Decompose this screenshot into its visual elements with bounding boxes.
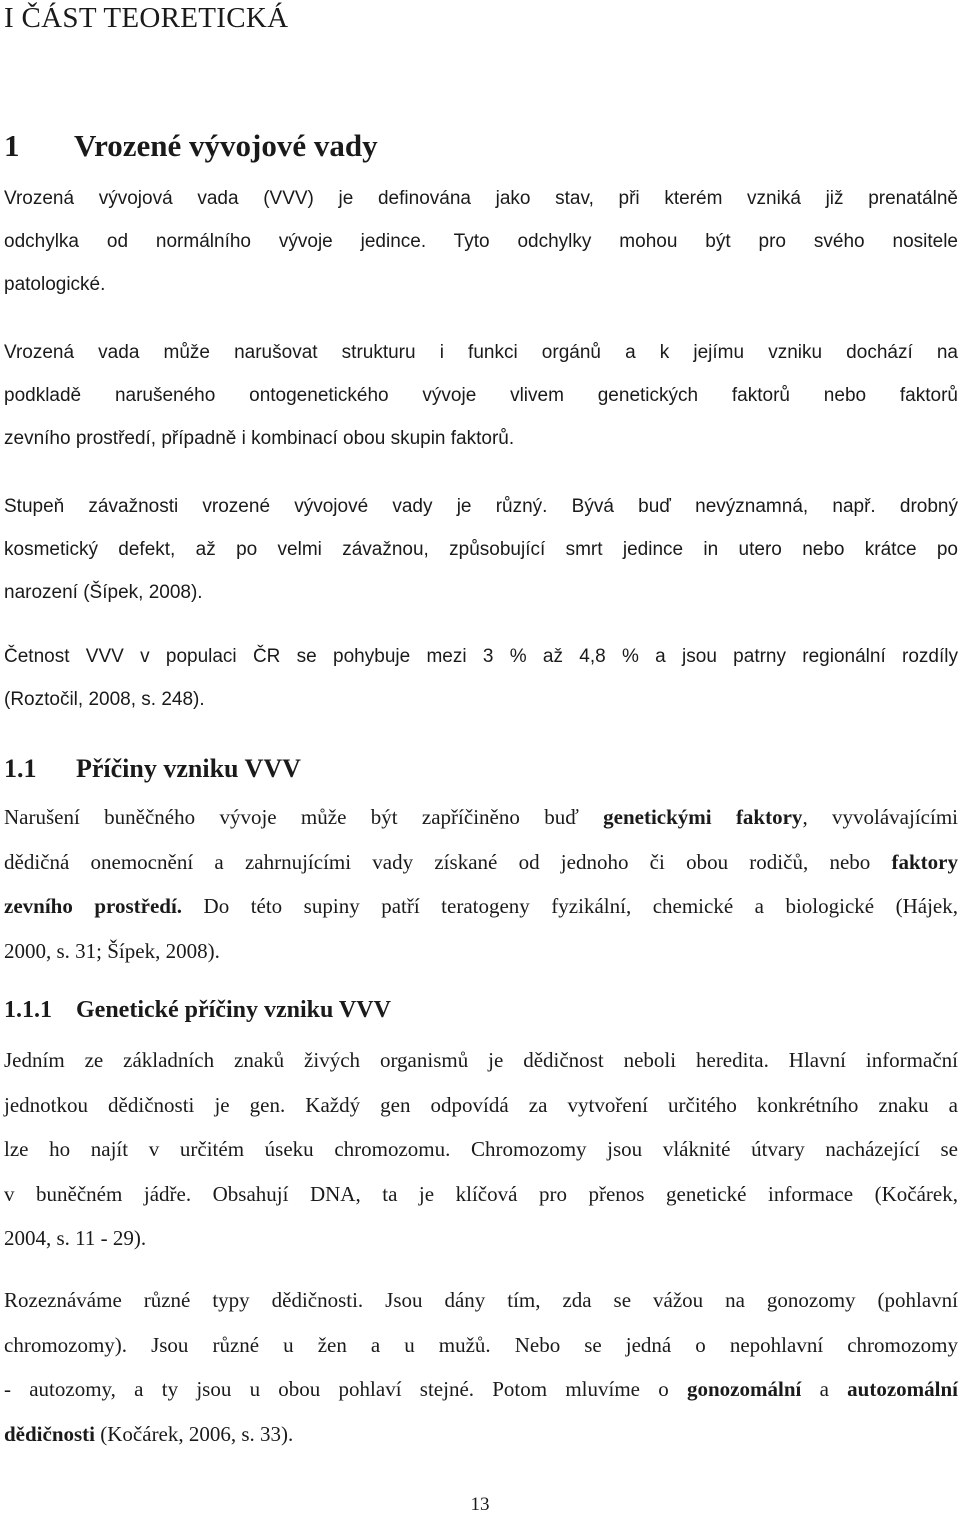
paragraph-frequency <box>4 636 958 722</box>
paragraph-line: v buněčném jádře. Obsahují DNA, ta je klíčová pro přenos genetické informace (Kočárek, <box>4 1181 958 1206</box>
part-title: I ČÁST TEORETICKÁ <box>4 2 289 34</box>
paragraph-line <box>4 795 958 840</box>
paragraph-line: Jedním ze základních znaků živých organismů je dědičnost neboli heredita. Hlavní informační <box>4 1048 958 1072</box>
paragraph-line: podkladě narušeného ontogenetického vývoje vlivem genetických faktorů nebo faktorů <box>4 384 958 406</box>
text-run: , vyvolávajícími <box>802 805 958 829</box>
paragraph-heredity <box>4 1038 958 1261</box>
paragraph-line <box>4 1367 958 1412</box>
paragraph-line: (Roztočil, 2008, s. 248). <box>4 688 205 710</box>
paragraph-line: 2000, s. 31; Šípek, 2008). <box>4 938 220 963</box>
bold-term: faktory <box>891 849 958 874</box>
paragraph-line: Vrozená vývojová vada (VVV) je definována jako stav, při kterém vzniká již prenatálně <box>4 188 958 209</box>
paragraph-line <box>4 884 958 929</box>
text-run: (Kočárek, 2006, s. 33). <box>95 1421 294 1446</box>
bold-term: gonozomální <box>687 1377 802 1402</box>
text-run: a <box>801 1377 848 1402</box>
paragraph-line: zevního prostředí, případně i kombinací obou skupin faktorů. <box>4 427 515 449</box>
section-heading-1-1-1 <box>4 997 391 1024</box>
paragraph-line <box>4 840 958 885</box>
section-number: 1.1 <box>4 754 37 783</box>
paragraph-line: odchylka od normálního vývoje jedince. Tyto odchylky mohou být pro svého nositele <box>4 230 958 252</box>
paragraph-line: Vrozená vada může narušovat strukturu i funkci orgánů a k jejímu vzniku dochází na <box>4 342 958 363</box>
paragraph-line: Stupeň závažnosti vrozené vývojové vady je různý. Bývá buď nevýznamná, např. drobný <box>4 496 958 517</box>
chapter-heading <box>4 128 378 164</box>
paragraph-line: Rozeznáváme různé typy dědičnosti. Jsou dány tím, zda se vážou na gonozomy (pohlavní <box>4 1288 958 1312</box>
paragraph-line <box>4 1412 958 1457</box>
text-run: dědičná onemocnění a zahrnujícími vady získané od jednoho či obou rodičů, nebo <box>4 849 892 874</box>
paragraph-line: patologické. <box>4 273 106 295</box>
bold-term: autozomální <box>847 1377 958 1402</box>
text-run: Do této supiny patří teratogeny fyzikální, chemické a biologické (Hájek, <box>182 894 958 919</box>
paragraph-causes <box>4 332 958 460</box>
paragraph-line: lze ho najít v určitém úseku chromozomu. Chromozomy jsou vláknité útvary nacházející se <box>4 1137 958 1162</box>
bold-term: zevního prostředí. <box>4 894 183 919</box>
page-number: 13 <box>470 1494 490 1515</box>
paragraph-line: narození (Šípek, 2008). <box>4 581 203 603</box>
section-heading-1-1 <box>4 754 301 784</box>
paragraph-definition <box>4 178 958 306</box>
section-title: Genetické příčiny vzniku VVV <box>76 997 391 1023</box>
text-run: Narušení buněčného vývoje může být zapříčiněno buď <box>4 805 604 829</box>
paragraph-line: kosmetický defekt, až po velmi závažnou, způsobující smrt jedince in utero nebo krátce po <box>4 538 958 560</box>
text-run: - autozomy, a ty jsou u obou pohlaví stejné. Potom mluvíme o <box>4 1377 687 1402</box>
paragraph-line: Četnost VVV v populaci ČR se pohybuje mezi 3 % až 4,8 % a jsou patrny regionální rozdíly <box>4 646 958 667</box>
paragraph-causes-of-vvv <box>4 795 958 973</box>
paragraph-types-of-heredity <box>4 1278 958 1456</box>
section-number: 1.1.1 <box>4 997 52 1023</box>
bold-term: genetickými faktory <box>603 805 803 829</box>
bold-term: dědičnosti <box>4 1421 96 1446</box>
paragraph-line: jednotkou dědičnosti je gen. Každý gen odpovídá za vytvoření určitého konkrétního znaku a <box>4 1092 958 1117</box>
chapter-number: 1 <box>4 128 20 163</box>
paragraph-line: 2004, s. 11 - 29). <box>4 1226 147 1251</box>
paragraph-severity <box>4 486 958 614</box>
section-title: Příčiny vzniku VVV <box>76 754 301 783</box>
paragraph-line: chromozomy). Jsou různé u žen a u mužů. Nebo se jedná o nepohlavní chromozomy <box>4 1332 958 1357</box>
chapter-title: Vrozené vývojové vady <box>74 128 378 163</box>
